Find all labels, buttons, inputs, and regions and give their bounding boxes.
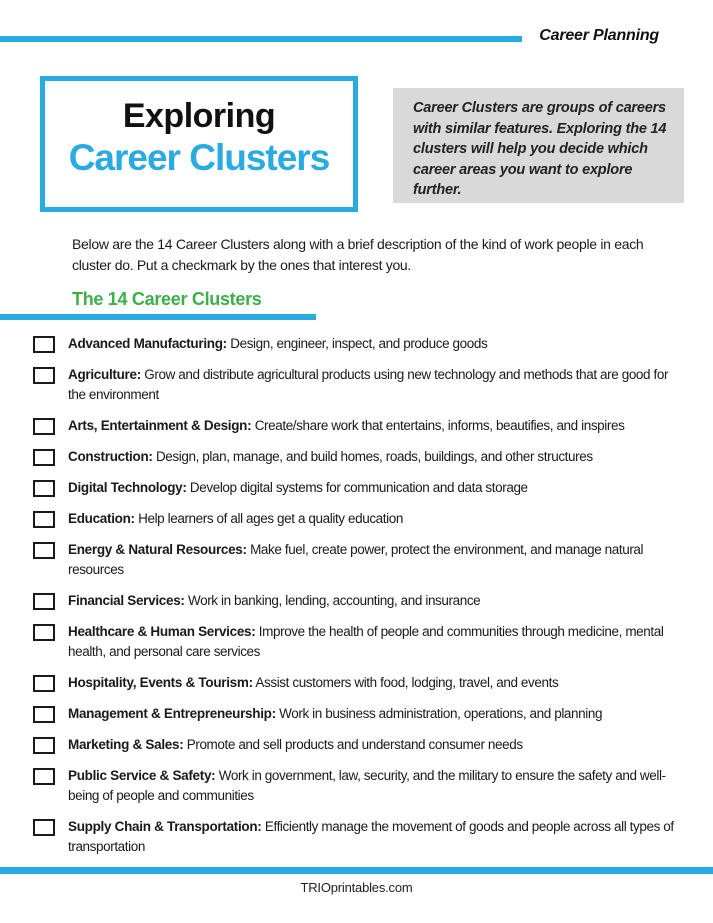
cluster-row: [33, 591, 693, 611]
top-accent-rule: [0, 36, 522, 42]
cluster-row: [33, 416, 693, 436]
intro-paragraph: Below are the 14 Career Clusters along with a brief description of the kind of work people in each cluster do. Put a checkmark by the ones that interest you.: [72, 236, 644, 273]
cluster-list: [33, 334, 693, 868]
cluster-name: Arts, Entertainment & Design:: [68, 418, 252, 433]
cluster-checkbox[interactable]: [33, 480, 55, 497]
cluster-row: [33, 509, 693, 529]
cluster-name: Marketing & Sales:: [68, 737, 184, 752]
cluster-text: [68, 478, 688, 498]
info-box: Career Clusters are groups of careers with similar features. Exploring the 14 clusters will help you decide which career areas you want to explore further.: [393, 88, 684, 203]
cluster-description: Design, plan, manage, and build homes, roads, buildings, and other structures: [155, 449, 593, 464]
cluster-text: [68, 334, 688, 354]
cluster-name: Supply Chain & Transportation:: [68, 819, 262, 834]
cluster-row: [33, 447, 693, 467]
bottom-accent-rule: [0, 867, 713, 874]
cluster-checkbox[interactable]: [33, 593, 55, 610]
cluster-text: [68, 704, 688, 724]
cluster-name: Financial Services:: [68, 593, 185, 608]
cluster-description: Make fuel, create power, protect the environment, and manage natural resources: [68, 542, 644, 577]
footer-website: TRIOprintables.com: [300, 880, 413, 895]
cluster-checkbox[interactable]: [33, 367, 55, 384]
cluster-name: Education:: [68, 511, 135, 526]
cluster-name: Construction:: [68, 449, 153, 464]
cluster-name: Agriculture:: [68, 367, 141, 382]
cluster-row: [33, 478, 693, 498]
cluster-row: [33, 817, 693, 857]
cluster-text: [68, 622, 688, 662]
cluster-text: [68, 365, 688, 405]
cluster-row: [33, 365, 693, 405]
cluster-name: Management & Entrepreneurship:: [68, 706, 276, 721]
cluster-description: Work in banking, lending, accounting, and insurance: [187, 593, 481, 608]
cluster-text: [68, 591, 688, 611]
cluster-checkbox[interactable]: [33, 768, 55, 785]
cluster-name: Hospitality, Events & Tourism:: [68, 675, 253, 690]
cluster-row: [33, 735, 693, 755]
cluster-description: Help learners of all ages get a quality education: [138, 511, 403, 526]
cluster-description: Grow and distribute agricultural products using new technology and methods that are good for the environment: [68, 367, 669, 402]
cluster-name: Energy & Natural Resources:: [68, 542, 247, 557]
cluster-row: [33, 673, 693, 693]
cluster-text: [68, 447, 688, 467]
section-heading: The 14 Career Clusters: [72, 289, 262, 309]
cluster-name: Digital Technology:: [68, 480, 187, 495]
cluster-description: Efficiently manage the movement of goods and people across all types of transportation: [68, 819, 674, 854]
title-line-2: Career Clusters: [68, 136, 330, 178]
cluster-description: Design, engineer, inspect, and produce goods: [230, 336, 488, 351]
cluster-text: [68, 540, 688, 580]
cluster-text: [68, 416, 688, 436]
cluster-description: Create/share work that entertains, informs, beautifies, and inspires: [254, 418, 625, 433]
cluster-description: Work in business administration, operations, and planning: [279, 706, 603, 721]
cluster-checkbox[interactable]: [33, 449, 55, 466]
cluster-row: [33, 704, 693, 724]
cluster-name: Advanced Manufacturing:: [68, 336, 227, 351]
cluster-name: Healthcare & Human Services:: [68, 624, 256, 639]
cluster-checkbox[interactable]: [33, 336, 55, 353]
cluster-checkbox[interactable]: [33, 675, 55, 692]
title-line-1: Exploring: [122, 97, 276, 136]
cluster-checkbox[interactable]: [33, 737, 55, 754]
cluster-description: Improve the health of people and communities through medicine, mental health, and personal care services: [68, 624, 664, 659]
cluster-row: [33, 540, 693, 580]
cluster-description: Work in government, law, security, and the military to ensure the safety and well-being of people and communities: [68, 768, 666, 803]
cluster-checkbox[interactable]: [33, 542, 55, 559]
cluster-text: [68, 817, 688, 857]
cluster-text: [68, 735, 688, 755]
cluster-name: Public Service & Safety:: [68, 768, 216, 783]
cluster-row: [33, 766, 693, 806]
cluster-description: Promote and sell products and understand consumer needs: [186, 737, 523, 752]
cluster-row: [33, 334, 693, 354]
cluster-checkbox[interactable]: [33, 624, 55, 641]
cluster-checkbox[interactable]: [33, 418, 55, 435]
cluster-text: [68, 509, 688, 529]
cluster-text: [68, 766, 688, 806]
cluster-description: Assist customers with food, lodging, travel, and events: [255, 675, 559, 690]
cluster-text: [68, 673, 688, 693]
section-heading-rule: [0, 314, 316, 320]
cluster-checkbox[interactable]: [33, 819, 55, 836]
cluster-description: Develop digital systems for communication and data storage: [189, 480, 528, 495]
cluster-checkbox[interactable]: [33, 706, 55, 723]
title-box: [40, 76, 358, 212]
cluster-checkbox[interactable]: [33, 511, 55, 528]
document-category-label: Career Planning: [539, 27, 659, 44]
cluster-row: [33, 622, 693, 662]
